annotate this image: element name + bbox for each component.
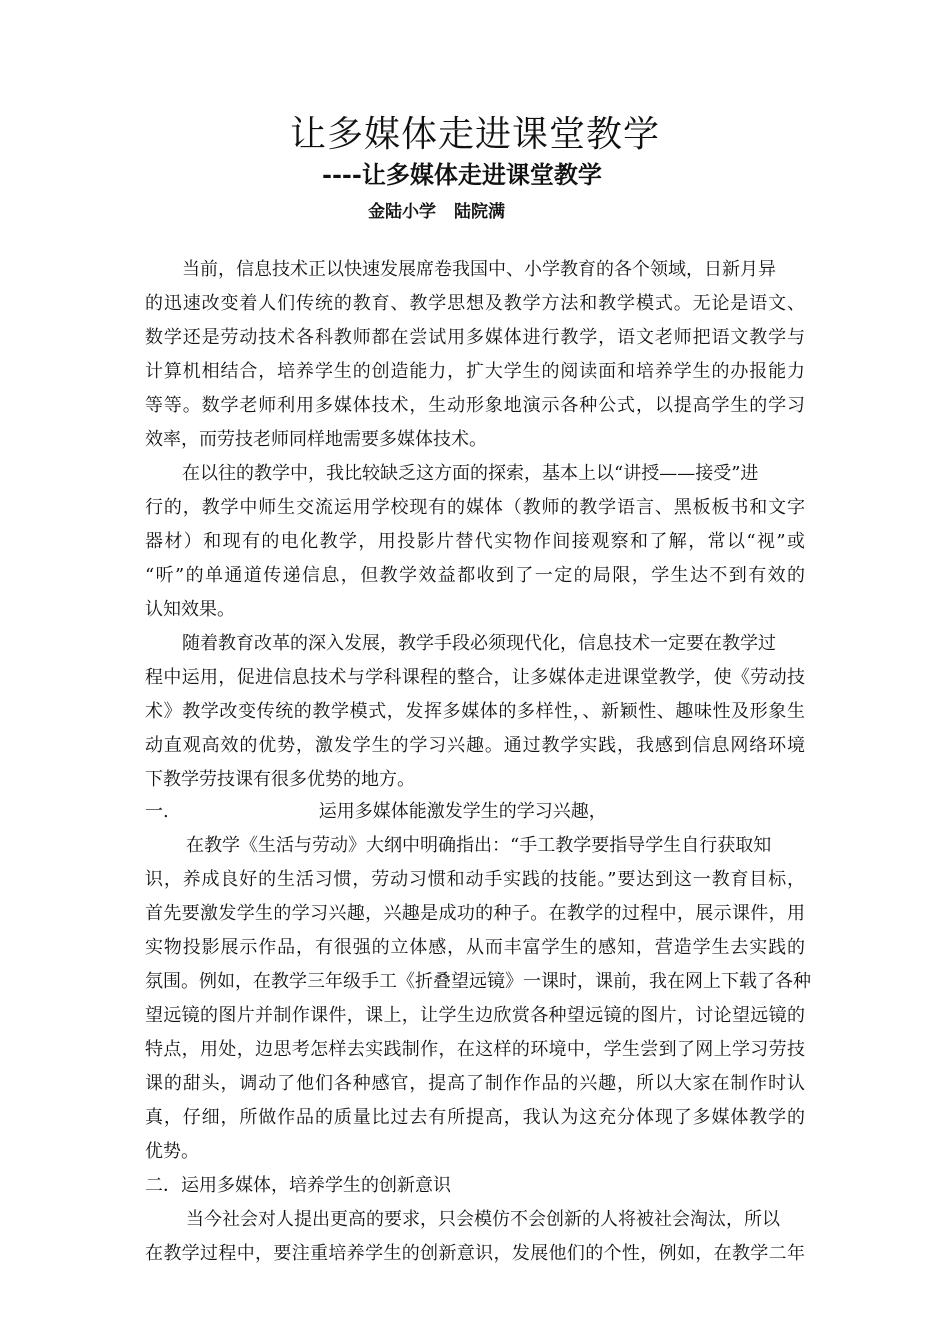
paragraph-line: 课的甜头，调动了他们各种感官，提高了制作作品的兴趣，所以大家在制作时认 xyxy=(145,1073,805,1094)
section-heading-text: 运用多媒体能激发学生的学习兴趣， xyxy=(318,801,607,822)
author-line xyxy=(368,200,505,224)
section-heading-1 xyxy=(145,800,607,824)
document-title: 让多媒体走进课堂教学 xyxy=(289,114,660,155)
paragraph-line: 特点，用处，边思考怎样去实践制作，在这样的环境中，学生尝到了网上学习劳技 xyxy=(145,1039,805,1060)
paragraph-line: 数学还是劳动技术各科教师都在尝试用多媒体进行教学，语文老师把语文教学与 xyxy=(145,327,805,348)
section-heading-number: 一. xyxy=(145,801,169,822)
author-school: 金陆小学 xyxy=(368,202,436,222)
section-heading-2: 二．运用多媒体，培养学生的创新意识 xyxy=(145,1175,451,1196)
paragraph-line: 动直观高效的优势，激发学生的学习兴趣。通过教学实践，我感到信息网络环境 xyxy=(145,735,805,756)
paragraph-line: 程中运用，促进信息技术与学科课程的整合，让多媒体走进课堂教学，使《劳动技 xyxy=(145,667,805,688)
paragraph-line: 首先要激发学生的学习兴趣，兴趣是成功的种子。在教学的过程中，展示课件，用 xyxy=(145,903,805,924)
paragraph-line: 效率，而劳技老师同样地需要多媒体技术。 xyxy=(145,429,487,450)
paragraph-line: 器材）和现有的电化教学，用投影片替代实物作间接观察和了解，常以“视”或 xyxy=(145,531,805,552)
paragraph-line: 计算机相结合，培养学生的创造能力，扩大学生的阅读面和培养学生的办报能力 xyxy=(145,361,805,382)
paragraph-line: 当前，信息技术正以快速发展席卷我国中、小学教育的各个领域，日新月异 xyxy=(182,259,776,280)
paragraph-line: 在以往的教学中，我比较缺乏这方面的探索，基本上以“讲授——接受”进 xyxy=(182,463,759,484)
paragraph-line: 术》教学改变传统的教学模式，发挥多媒体的多样性，、新颖性、趣味性及形象生 xyxy=(145,701,805,722)
paragraph-line: 在教学过程中，要注重培养学生的创新意识，发展他们的个性，例如，在教学二年 xyxy=(145,1243,805,1264)
paragraph-line: 等等。数学老师利用多媒体技术，生动形象地演示各种公式，以提高学生的学习 xyxy=(145,395,805,416)
paragraph-line: 望远镜的图片并制作课件，课上，让学生边欣赏各种望远镜的图片，讨论望远镜的 xyxy=(145,1005,805,1026)
author-name: 陆院满 xyxy=(454,202,505,222)
paragraph-line: 下教学劳技课有很多优势的地方。 xyxy=(145,769,415,790)
paragraph-line: 当今社会对人提出更高的要求，只会模仿不会创新的人将被社会淘汰，所以 xyxy=(186,1209,780,1230)
paragraph-line: 在教学《生活与劳动》大纲中明确指出：“手工教学要指导学生自行获取知 xyxy=(186,835,772,856)
paragraph-line: 认知效果。 xyxy=(145,599,235,620)
paragraph-line: 真，仔细，所做作品的质量比过去有所提高，我认为这充分体现了多媒体教学的 xyxy=(145,1107,805,1128)
paragraph-line: 实物投影展示作品，有很强的立体感，从而丰富学生的感知，营造学生去实践的 xyxy=(145,937,805,958)
paragraph-line: 随着教育改革的深入发展，教学手段必须现代化，信息技术一定要在教学过 xyxy=(182,633,776,654)
paragraph-line: “听”的单通道传递信息，但教学效益都收到了一定的局限，学生达不到有效的 xyxy=(145,565,805,586)
paragraph-line: 优势。 xyxy=(145,1141,199,1162)
paragraph-line: 识，养成良好的生活习惯，劳动习惯和动手实践的技能。”要达到这一教育目标， xyxy=(145,869,805,890)
paragraph-line: 的迅速改变着人们传统的教育、教学思想及教学方法和教学模式。无论是语文、 xyxy=(145,293,805,314)
paragraph-line: 氛围。例如，在教学三年级手工《折叠望远镜》一课时，课前，我在网上下载了各种 xyxy=(145,971,811,992)
document-subtitle: ----让多媒体走进课堂教学 xyxy=(322,160,602,189)
paragraph-line: 行的，教学中师生交流运用学校现有的媒体（教师的教学语言、黑板板书和文字 xyxy=(145,497,805,518)
